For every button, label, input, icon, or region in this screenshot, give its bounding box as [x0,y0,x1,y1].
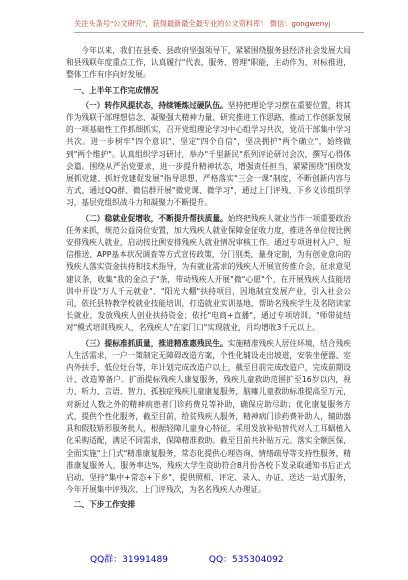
section-heading-1: 一、上半年工作完成情况 [73,85,159,95]
document-body [66,45,351,550]
paragraph-1-lead: （一）转作风提状态，持续锤炼过硬队伍。 [81,100,228,110]
section-heading-2: 二、下步工作安排 [73,500,136,510]
paragraph-2 [66,213,351,335]
paragraph-1-body: 坚持把理论学习摆在重要位置，将其作为残联干部理想信念、凝聚强大精神力量、研究推进工作思路，推动工作创新发展的一项基础性工作抓细抓实，召开党组理论学习中心组学习共次，党员干部集中学习共次。进一步树牢"四个意识"、坚定"四个自信"，坚决拥护"两个确立"，始终做到"两个维护"。认真组织学习研讨，举办"千里新民"系列评论研讨会次，撰写心得体会篇。围绕从严治党要求，进一步提升精神状态，增强责任担当，紧紧围绕"围绕发展抓党建、抓好党建促发展"指导思想，严格落实"三会一课"制度，不断创新内容与方式，通过QQ群、微信群开展"微党课、微学习"，通过上门评残、下乡义诊组织学习，基层党组织战斗力和凝聚力不断提升。 [66,100,351,208]
paragraph-2-body: 始终把残疾人就业当作一项重要政治任务来抓，规范公益岗位安置，加大残疾人就业保障金征收力度，推进各单位按比例安排残疾人就业，启动按比例安排残疾人就业情况审核工作。通过专项进村入户、短信推送、APP基本状况调查等方式宣传政策，分门别类，量身定制，为有创业意向的残疾人落实资金扶持和技术指导，为有就业需求的残疾人开展宣传推介会，征求意见建议条，收集"我的金点子"条，带动残疾人开展"微"心愿"个，在开展残疾人技能培训中开设"万人千元就业"、"阳光大棚"扶持项目，因地制宜发展产业，引入社会公司，依托县特教学校就业技能培训，打造就业实训基地，帮助名残疾学生及名陪读家长就业，发放残疾人创业扶持资金；依托"电商+直播"，通过专项培训、"师带徒结对"模式培训残疾人，名残疾人"在家门口"实现就业，月均增收3千元以上。 [66,213,351,333]
page-footer [90,553,330,567]
paragraph-3-body: 实施精准残疾人居住环境，结合残疾人生活需求，一户一策制定无障碍改造方案，个性化辅设走出坡道，安装坐便器、室内外扶手、低位灶台等，年计划完成改造户以上，截至目前完成改造户，完成前期设计、改造筹备户。扩面提标残疾人康复服务，残疾儿童救助范围扩至16岁以内，视力、听力、言语、智力、孤独症残疾儿童康复服务，脑瘫儿童救助标准提高至万元，对新过人数之外的精神病患者门诊药费兑等补助，确保应助尽助；优化康复服务方式，提供个性化服务，截至目前，给贫残疾人服务，精神病门诊药费补助人，辅助器具和假肢矫形服务批人，根据轻障儿童身心特征，采用发放补贴替代对人工耳蜗植入化采购适配，满足不同需求，保障精准救助。截至目前共补贴万元。落实全额医保，全面实施"上门式"精准康复服务，常态化提供心理咨询、情绪疏导等支持性服务，精准康复服务人，服务率达%，残疾大学生资助符合8月份各校下发录取通知书后正式启动，坚持"集中+常态+下乡"，提供照相、评定、录入、办证、送达一站式服务，今年开展集中评残次、上门评残次，为名名残疾人办理证。 [66,338,351,495]
paragraph-1 [66,100,351,210]
paragraph-3-lead: （三）提标准抓质量，推进精准惠残民生。 [81,338,228,348]
page-header: 关注头条号"公文研究"，获得最新最全最专业的公文资料库！ 微信：gongwenyj [74,16,364,33]
paragraph-3 [66,338,351,497]
intro-paragraph: 今年以来，我们在县委、县政府坚强领导下，紧紧围绕服务县经济社会发展大局和县残联年度重点工作，认真履行"代表、服务、管理"职能，主动作为、对标推进，整体工作有序向好发展。 [66,46,351,80]
footer-qq-group: QQ群：31991489 [90,555,168,565]
footer-qq: QQ：535304092 [208,555,284,565]
paragraph-2-lead: （二）稳就业促增收，不断提升帮扶质量。 [81,213,228,223]
